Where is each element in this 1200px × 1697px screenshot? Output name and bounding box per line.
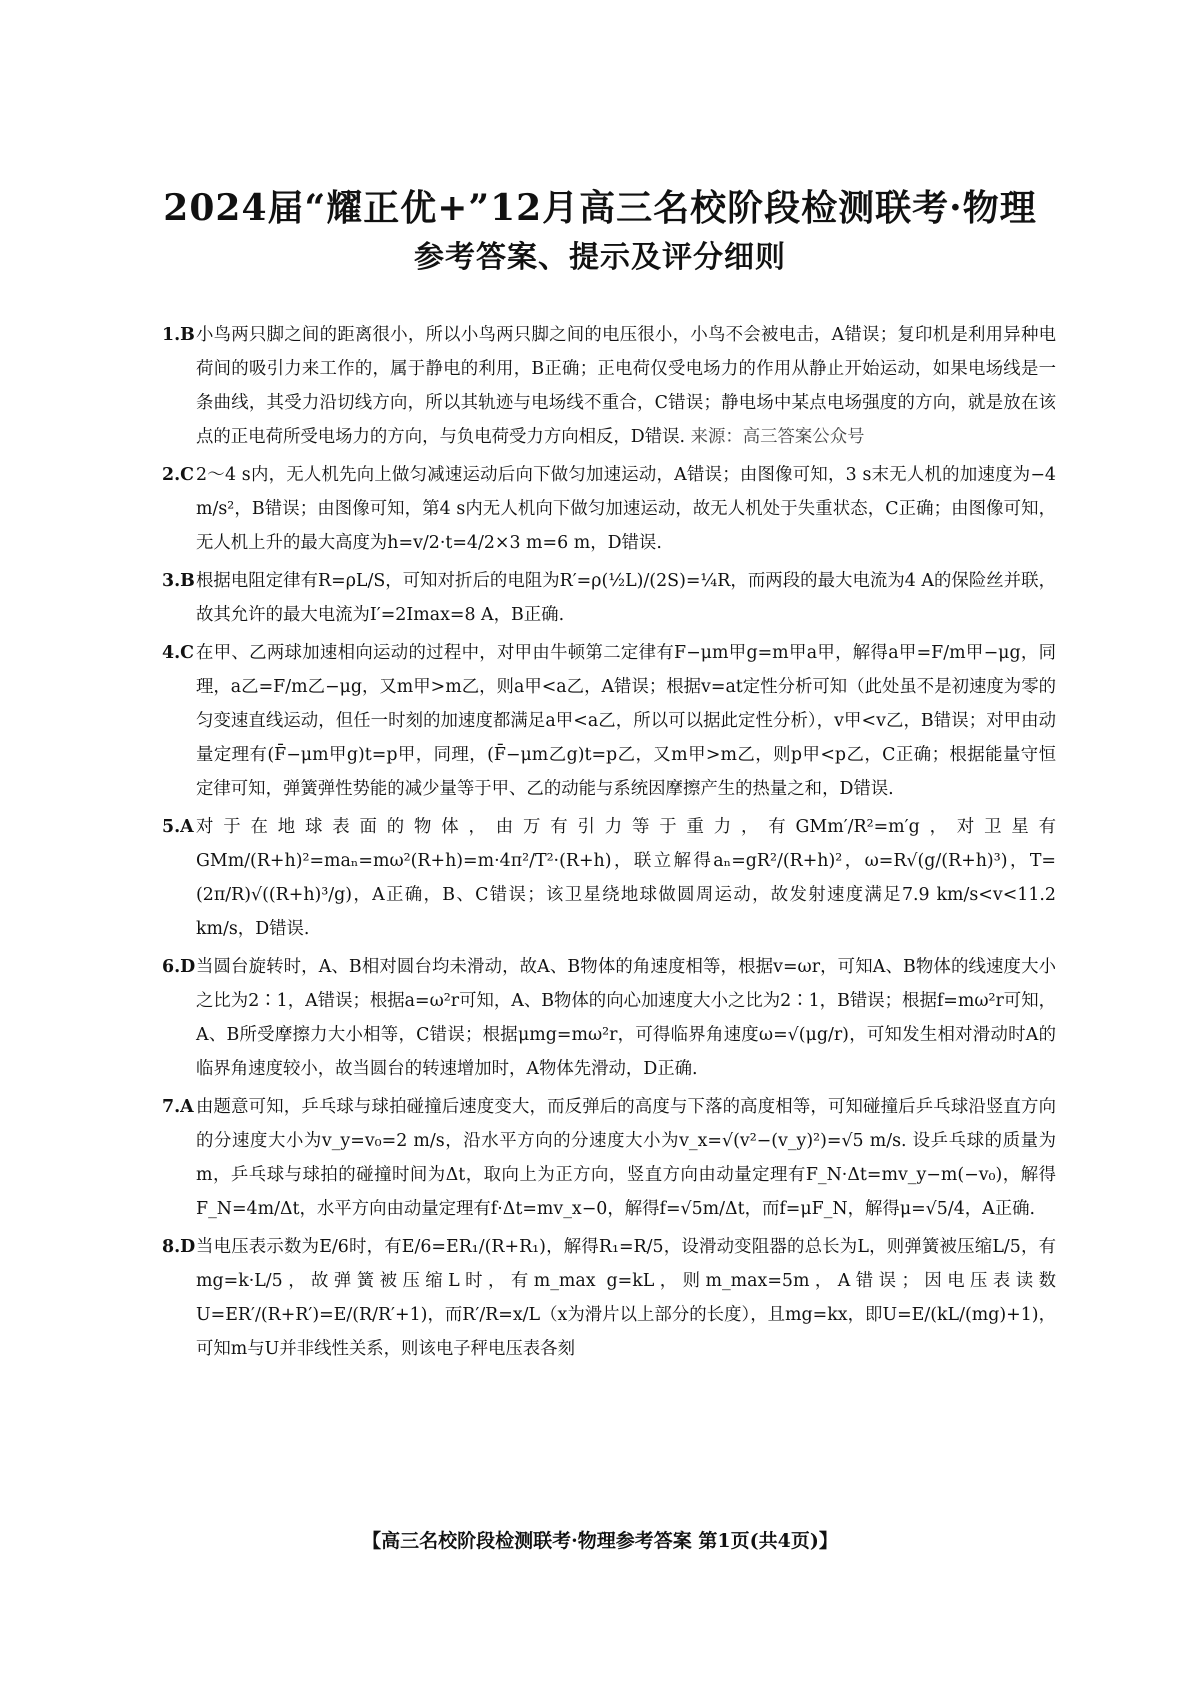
answer-text: 根据电阻定律有R=ρL/S，可知对折后的电阻为R′=ρ(½L)/(2S)=¼R，而两段的最大电流为4 A的保险丝并联，故其允许的最大电流为I′=2Imax=8 A，B正确. bbox=[196, 571, 1056, 625]
page-title: 2024届“耀正优+”12月高三名校阶段检测联考·物理 bbox=[163, 187, 1037, 229]
answer-number: 2.C bbox=[162, 465, 194, 485]
answer-text: 当圆台旋转时，A、B相对圆台均未滑动，故A、B物体的角速度相等，根据v=ωr，可知A、B物体的线速度大小之比为2∶1，A错误；根据a=ω²r可知，A、B物体的向心加速度大小之比为2∶1，B错误；根据f=mω²r可知，A、B所受摩擦力大小相等，C错误；根据μmg=mω²r，可得临界角速度ω=√(μg/r)，可知发生相对滑动时A的临界角速度较小，故当圆台的转速增加时，A物体先滑动，D正确. bbox=[196, 957, 1056, 1079]
answer-item-6 bbox=[162, 950, 1056, 1086]
source-watermark: 来源：高三答案公众号 bbox=[690, 427, 865, 447]
answer-number: 4.C bbox=[162, 643, 194, 663]
answer-number: 3.B bbox=[162, 571, 195, 591]
answer-item-7 bbox=[162, 1090, 1056, 1226]
answer-number: 8.D bbox=[162, 1237, 196, 1257]
answer-number: 6.D bbox=[162, 957, 196, 977]
page-footer: 【高三名校阶段检测联考·物理参考答案 第1页(共4页)】 bbox=[362, 1530, 838, 1552]
answer-text: 在甲、乙两球加速相向运动的过程中，对甲由牛顿第二定律有F−μm甲g=m甲a甲，解得a甲=F/m甲−μg，同理，a乙=F/m乙−μg，又m甲>m乙，则a甲<a乙，A错误；根据v=at定性分析可知（此处虽不是初速度为零的匀变速直线运动，但任一时刻的加速度都满足a甲<a乙，所以可以据此定性分析），v甲<v乙，B错误；对甲由动量定理有(F̄−μm甲g)t=p甲，同理，(F̄−μm乙g)t=p乙，又m甲>m乙，则p甲<p乙，C正确；根据能量守恒定律可知，弹簧弹性势能的减少量等于甲、乙的动能与系统因摩擦产生的热量之和，D错误. bbox=[196, 643, 1056, 799]
answer-item-4 bbox=[162, 636, 1056, 806]
answer-item-2 bbox=[162, 458, 1056, 560]
answer-item-3 bbox=[162, 564, 1056, 632]
answer-text: 当电压表示数为E/6时，有E/6=ER₁/(R+R₁)，解得R₁=R/5，设滑动变阻器的总长为L，则弹簧被压缩L/5，有mg=k·L/5，故弹簧被压缩L时，有m_max g=kL，则m_max=5m，A错误；因电压表读数U=ER′/(R+R′)=E/(R/R′+1)，而R′/R=x/L（x为滑片以上部分的长度），且mg=kx，即U=E/(kL/(mg)+1)，可知m与U并非线性关系，则该电子秤电压表各刻 bbox=[196, 1237, 1056, 1359]
answer-item-8 bbox=[162, 1230, 1056, 1366]
answer-number: 7.A bbox=[162, 1097, 194, 1117]
answer-item-5 bbox=[162, 810, 1056, 946]
answer-text: 2～4 s内，无人机先向上做匀减速运动后向下做匀加速运动，A错误；由图像可知，3 s末无人机的加速度为−4 m/s²，B错误；由图像可知，第4 s内无人机向下做匀加速运动，故无人机处于失重状态，C正确；由图像可知，无人机上升的最大高度为h=v/2·t=4/2×3 m=6 m，D错误. bbox=[196, 465, 1056, 553]
answer-number: 1.B bbox=[162, 325, 195, 345]
answer-text: 小鸟两只脚之间的距离很小，所以小鸟两只脚之间的电压很小，小鸟不会被电击，A错误；复印机是利用异种电荷间的吸引力来工作的，属于静电的利用，B正确；正电荷仅受电场力的作用从静止开始运动，如果电场线是一条曲线，其受力沿切线方向，所以其轨迹与电场线不重合，C错误；静电场中某点电场强度的方向，就是放在该点的正电荷所受电场力的方向，与负电荷受力方向相反，D错误. bbox=[196, 325, 1056, 447]
answer-text: 对于在地球表面的物体，由万有引力等于重力，有GMm′/R²=m′g，对卫星有GMm/(R+h)²=maₙ=mω²(R+h)=m·4π²/T²·(R+h)，联立解得aₙ=gR²/(R+h)²，ω=R√(g/(R+h)³)，T=(2π/R)√((R+h)³/g)，A正确，B、C错误；该卫星绕地球做圆周运动，故发射速度满足7.9 km/s<v<11.2 km/s，D错误. bbox=[196, 817, 1056, 939]
answer-item-1 bbox=[162, 318, 1056, 454]
answer-text: 由题意可知，乒乓球与球拍碰撞后速度变大，而反弹后的高度与下落的高度相等，可知碰撞后乒乓球沿竖直方向的分速度大小为v_y=v₀=2 m/s，沿水平方向的分速度大小为v_x=√(v²−(v_y)²)=√5 m/s. 设乒乓球的质量为m，乒乓球与球拍的碰撞时间为Δt，取向上为正方向，竖直方向由动量定理有F_N·Δt=mv_y−m(−v₀)，解得F_N=4m/Δt，水平方向由动量定理有f·Δt=mv_x−0，解得f=√5m/Δt，而f=μF_N，解得μ=√5/4，A正确. bbox=[196, 1097, 1056, 1219]
page-subtitle: 参考答案、提示及评分细则 bbox=[414, 240, 786, 275]
answer-number: 5.A bbox=[162, 817, 194, 837]
answer-list bbox=[162, 318, 1056, 1370]
